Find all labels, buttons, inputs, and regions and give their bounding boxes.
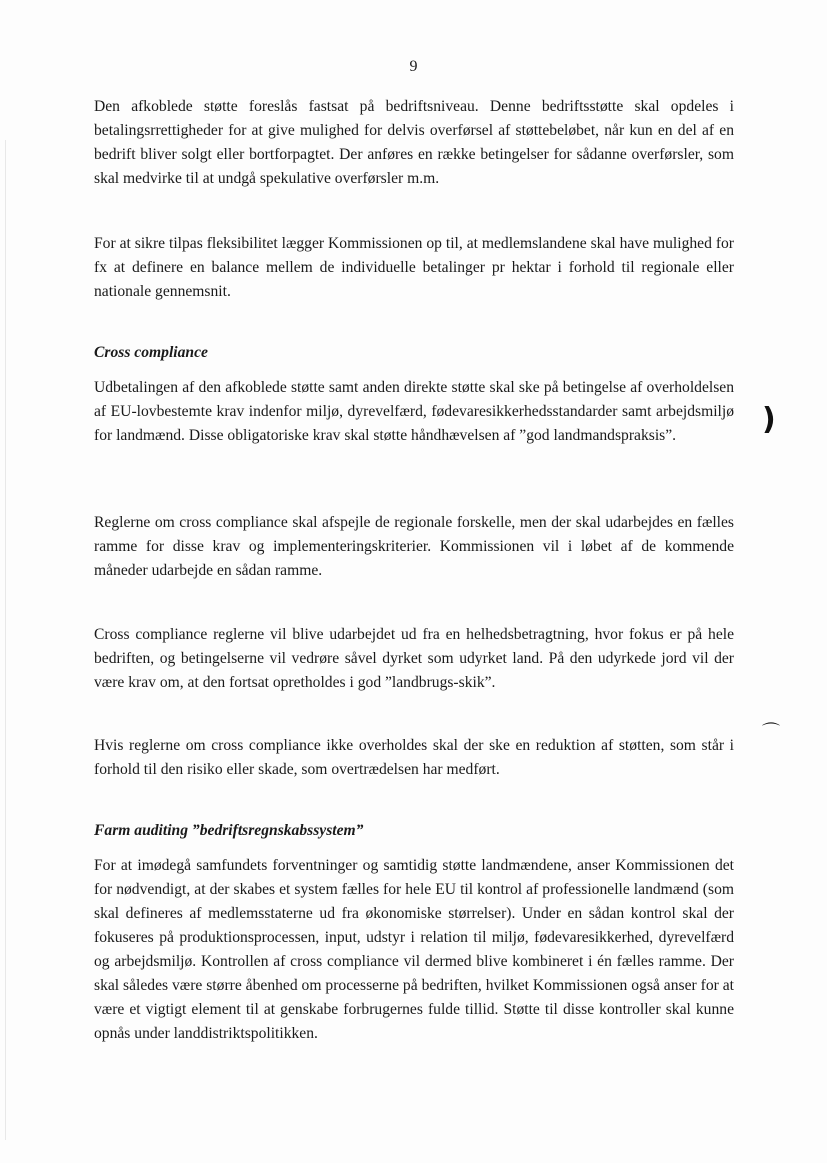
paragraph-flexibility: For at sikre tilpas fleksibilitet lægger Kommissionen op til, at medlemslandene skal have mulighed for fx at definere en balance mellem de individuelle betalinger pr hektar i forhold til regionale eller nationale gennemsnit.	[94, 235, 734, 300]
paragraph-farm-auditing: For at imødegå samfundets forventninger og samtidig støtte landmændene, anser Kommissionen det for nødvendigt, at der skabes et system fælles for hele EU til kontrol af professionelle landmænd (som skal defineres af medlemsstaterne ud fra økonomiske størrelser). Under en sådan kontrol skal der fokuseres på produktionsprocessen, input, udstyr i relation til miljø, fødevaresikkerhed, dyrevelfærd og arbejdsmiljø. Kontrollen af cross compliance vil dermed blive kombineret i én fælles ramme. Der skal således være større åbenhed om processerne på bedriften, hvilket Kommissionen også anser for at være et vigtigt element til at genskabe forbrugernes fulde tillid. Støtte til disse kontroller skal kunne opnås under landdistriktspolitikken.	[94, 857, 734, 1042]
paragraph-cross-compliance-conditions: Udbetalingen af den afkoblede støtte samt anden direkte støtte skal ske på betingelse af overholdelsen af EU-lovbestemte krav indenfor miljø, dyrevelfærd, fødevaresikkerhedsstandarder samt arbejdsmiljø for landmænd. Disse obligatoriske krav skal støtte håndhævelsen af ”god landmandspraksis”.	[94, 379, 734, 444]
heading-cross-compliance: Cross compliance	[94, 344, 208, 361]
heading-farm-auditing: Farm auditing ”bedriftsregnskabssystem”	[94, 822, 364, 839]
page-number: 9	[409, 58, 418, 75]
margin-bracket-mark: )	[762, 402, 776, 437]
margin-curve-mark: ⌒	[762, 722, 780, 743]
paragraph-decoupled-support: Den afkoblede støtte foreslås fastsat på bedriftsniveau. Denne bedriftsstøtte skal opdeles i betalingsrrettigheder for at give mulighed for delvis overførsel af støttebeløbet, når kun en del af en bedrift bliver solgt eller bortforpagtet. Der anføres en række betingelser for sådanne overførsler, som skal medvirke til at undgå spekulative overførsler m.m.	[94, 98, 734, 187]
paragraph-holistic-approach: Cross compliance reglerne vil blive udarbejdet ud fra en helhedsbetragtning, hvor fokus er på hele bedriften, og betingelserne vil vedrøre såvel dyrket som udyrket land. På den udyrkede jord vil der være krav om, at den fortsat opretholdes i god ”landbrugs-skik”.	[94, 626, 734, 691]
paragraph-regional-rules: Reglerne om cross compliance skal afspejle de regionale forskelle, men der skal udarbejdes en fælles ramme for disse krav og implementeringskriterier. Kommissionen vil i løbet af de kommende måneder udarbejde en sådan ramme.	[94, 514, 734, 579]
scan-edge-line	[5, 140, 6, 1140]
paragraph-reduction: Hvis reglerne om cross compliance ikke overholdes skal der ske en reduktion af støtten, som står i forhold til den risiko eller skade, som overtrædelsen har medført.	[94, 737, 734, 778]
